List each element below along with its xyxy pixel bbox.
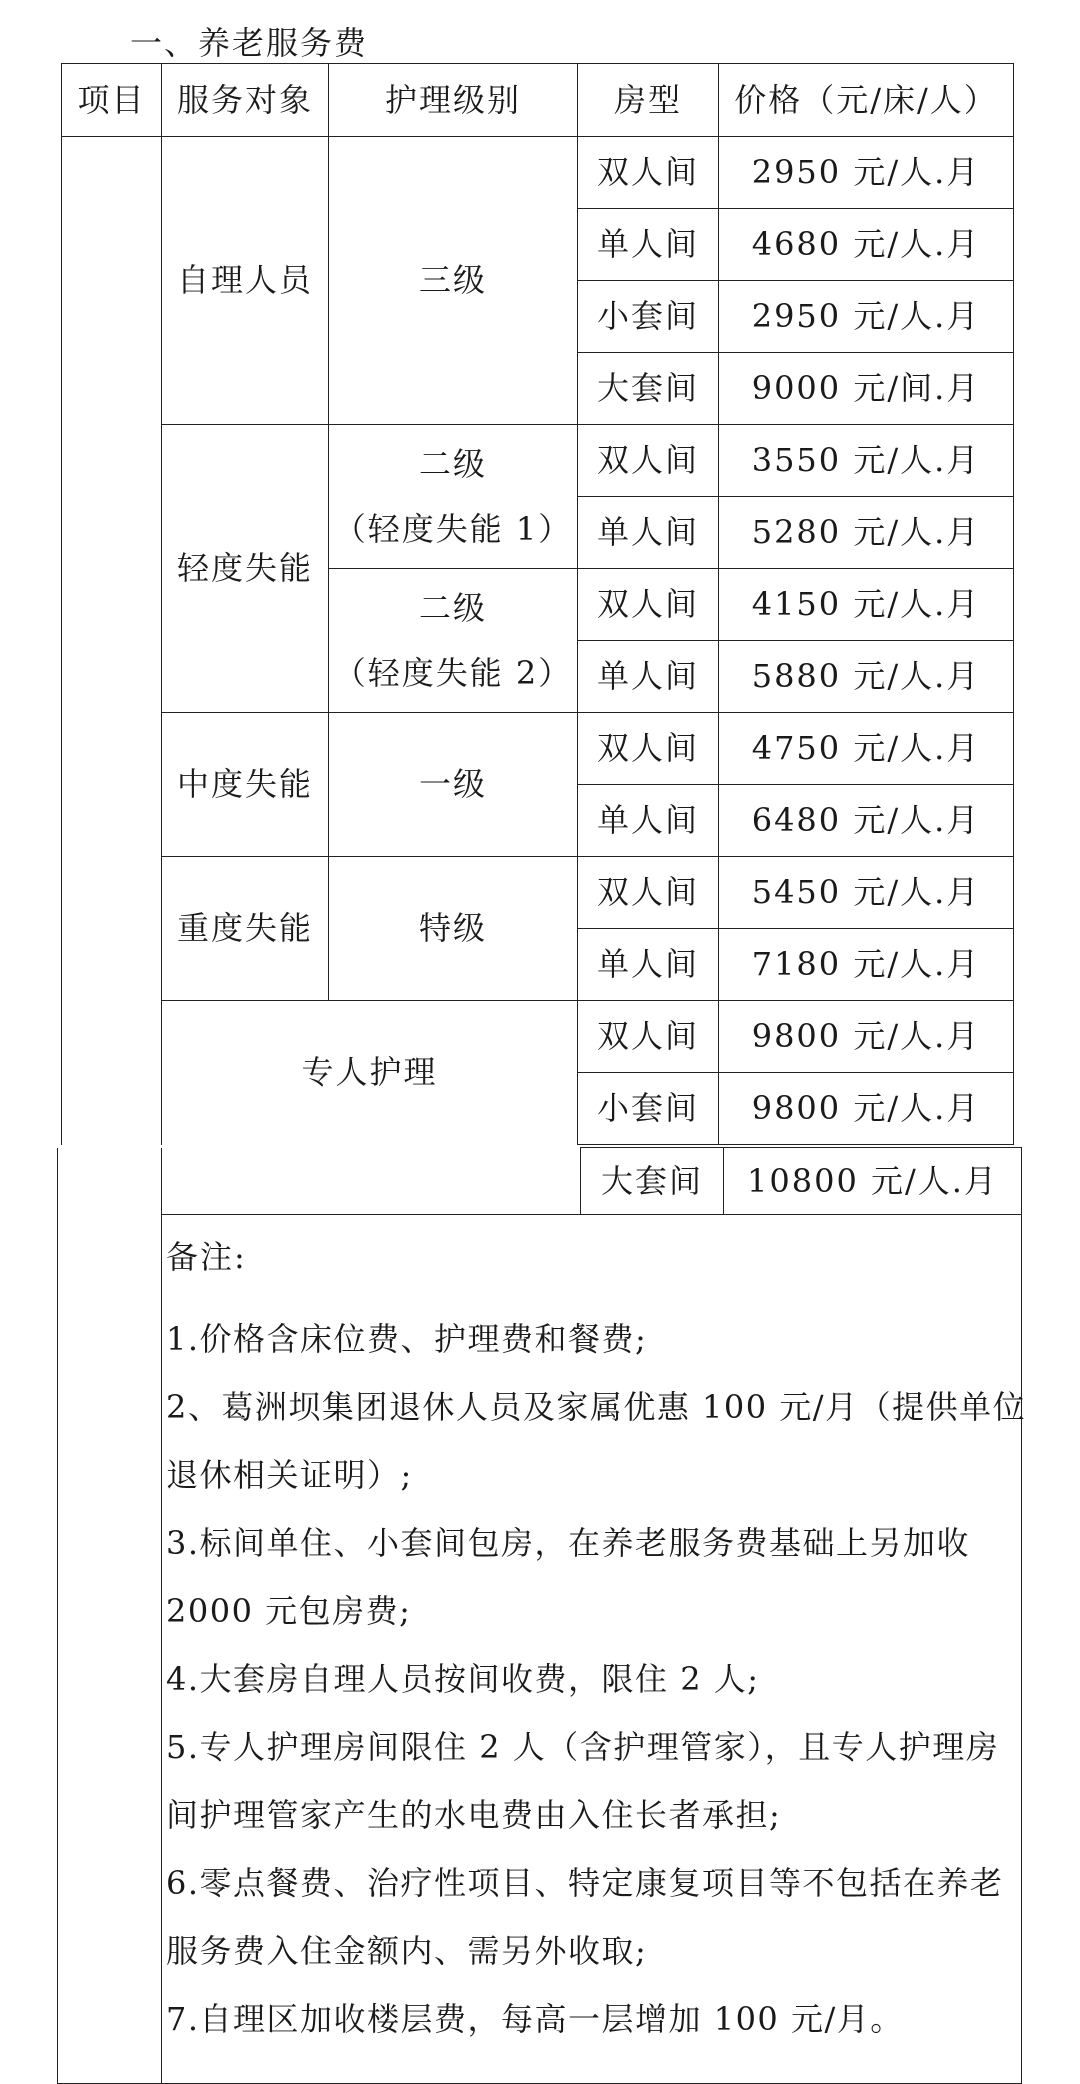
header-service-target: 服务对象	[162, 64, 329, 137]
note-line: 6.零点餐费、治疗性项目、特定康复项目等不包括在养老	[166, 1864, 1004, 1902]
price-cell: 4150 元/人.月	[719, 569, 1014, 641]
note-line: 4.大套房自理人员按间收费，限住 2 人;	[166, 1660, 760, 1698]
note-line: 间护理管家产生的水电费由入住长者承担;	[166, 1796, 782, 1834]
fee-table	[61, 63, 1014, 1145]
table-row	[62, 713, 1014, 785]
room-type-cell: 大套间	[581, 1148, 724, 1215]
target-dedicated-care: 专人护理	[162, 1001, 578, 1145]
note-line: 3.标间单住、小套间包房，在养老服务费基础上另加收	[166, 1524, 971, 1562]
room-type-cell: 双人间	[578, 425, 719, 497]
header-care-level: 护理级别	[329, 64, 578, 137]
note-line: 退休相关证明）;	[166, 1456, 413, 1494]
target-mild: 轻度失能	[162, 425, 329, 713]
price-cell: 9800 元/人.月	[719, 1073, 1014, 1145]
price-cell: 9000 元/间.月	[719, 353, 1014, 425]
target-moderate: 中度失能	[162, 713, 329, 857]
target-dedicated-care-continued	[162, 1148, 581, 1215]
price-cell: 6480 元/人.月	[719, 785, 1014, 857]
price-cell: 10800 元/人.月	[724, 1148, 1022, 1215]
room-type-cell: 双人间	[578, 1001, 719, 1073]
note-line: 2、葛洲坝集团退休人员及家属优惠 100 元/月（提供单位	[166, 1388, 1027, 1426]
table-row	[62, 137, 1014, 209]
price-cell: 2950 元/人.月	[719, 281, 1014, 353]
notes-row	[58, 1215, 1022, 2084]
level-mild-2	[329, 569, 578, 713]
price-cell: 9800 元/人.月	[719, 1001, 1014, 1073]
level-mild-1	[329, 425, 578, 569]
price-cell: 5450 元/人.月	[719, 857, 1014, 929]
room-type-cell: 大套间	[578, 353, 719, 425]
note-line: 5.专人护理房间限住 2 人（含护理管家），且专人护理房	[166, 1728, 1000, 1766]
room-type-cell: 单人间	[578, 929, 719, 1001]
room-type-cell: 单人间	[578, 785, 719, 857]
header-price: 价格（元/床/人）	[719, 64, 1014, 137]
level-mild-2-main: 二级	[418, 588, 487, 627]
room-type-cell: 双人间	[578, 137, 719, 209]
room-type-cell: 双人间	[578, 857, 719, 929]
room-type-cell: 双人间	[578, 569, 719, 641]
table-row	[62, 1001, 1014, 1073]
price-cell: 5280 元/人.月	[719, 497, 1014, 569]
note-line: 7.自理区加收楼层费，每高一层增加 100 元/月。	[166, 2000, 904, 2038]
price-cell: 4750 元/人.月	[719, 713, 1014, 785]
table-row	[62, 425, 1014, 497]
note-line: 服务费入住金额内、需另外收取;	[166, 1932, 648, 1970]
note-line: 1.价格含床位费、护理费和餐费;	[166, 1320, 648, 1358]
room-type-cell: 小套间	[578, 281, 719, 353]
table-row	[58, 1148, 1022, 1215]
item-cell-continued	[58, 1148, 162, 2084]
section-title: 一、养老服务费	[130, 24, 369, 62]
price-cell: 2950 元/人.月	[719, 137, 1014, 209]
level-mild-1-main: 二级	[418, 444, 487, 483]
level-mild-2-sub: （轻度失能 2）	[333, 653, 573, 692]
target-severe: 重度失能	[162, 857, 329, 1001]
price-cell: 5880 元/人.月	[719, 641, 1014, 713]
table-header-row	[62, 64, 1014, 137]
room-type-cell: 双人间	[578, 713, 719, 785]
fee-table-continued	[57, 1147, 1027, 2084]
note-line: 2000 元包房费;	[166, 1592, 412, 1630]
level-severe: 特级	[329, 857, 578, 1001]
header-room-type: 房型	[578, 64, 719, 137]
price-cell: 7180 元/人.月	[719, 929, 1014, 1001]
room-type-cell: 小套间	[578, 1073, 719, 1145]
table-row	[62, 857, 1014, 929]
target-self-care: 自理人员	[162, 137, 329, 425]
notes-cell	[162, 1215, 1027, 2084]
room-type-cell: 单人间	[578, 641, 719, 713]
header-item: 项目	[62, 64, 162, 137]
level-self-care: 三级	[329, 137, 578, 425]
price-cell: 4680 元/人.月	[719, 209, 1014, 281]
room-type-cell: 单人间	[578, 497, 719, 569]
item-cell	[62, 137, 162, 1145]
notes-heading: 备注:	[166, 1238, 247, 1276]
price-cell: 3550 元/人.月	[719, 425, 1014, 497]
room-type-cell: 单人间	[578, 209, 719, 281]
level-moderate: 一级	[329, 713, 578, 857]
level-mild-1-sub: （轻度失能 1）	[333, 509, 573, 548]
